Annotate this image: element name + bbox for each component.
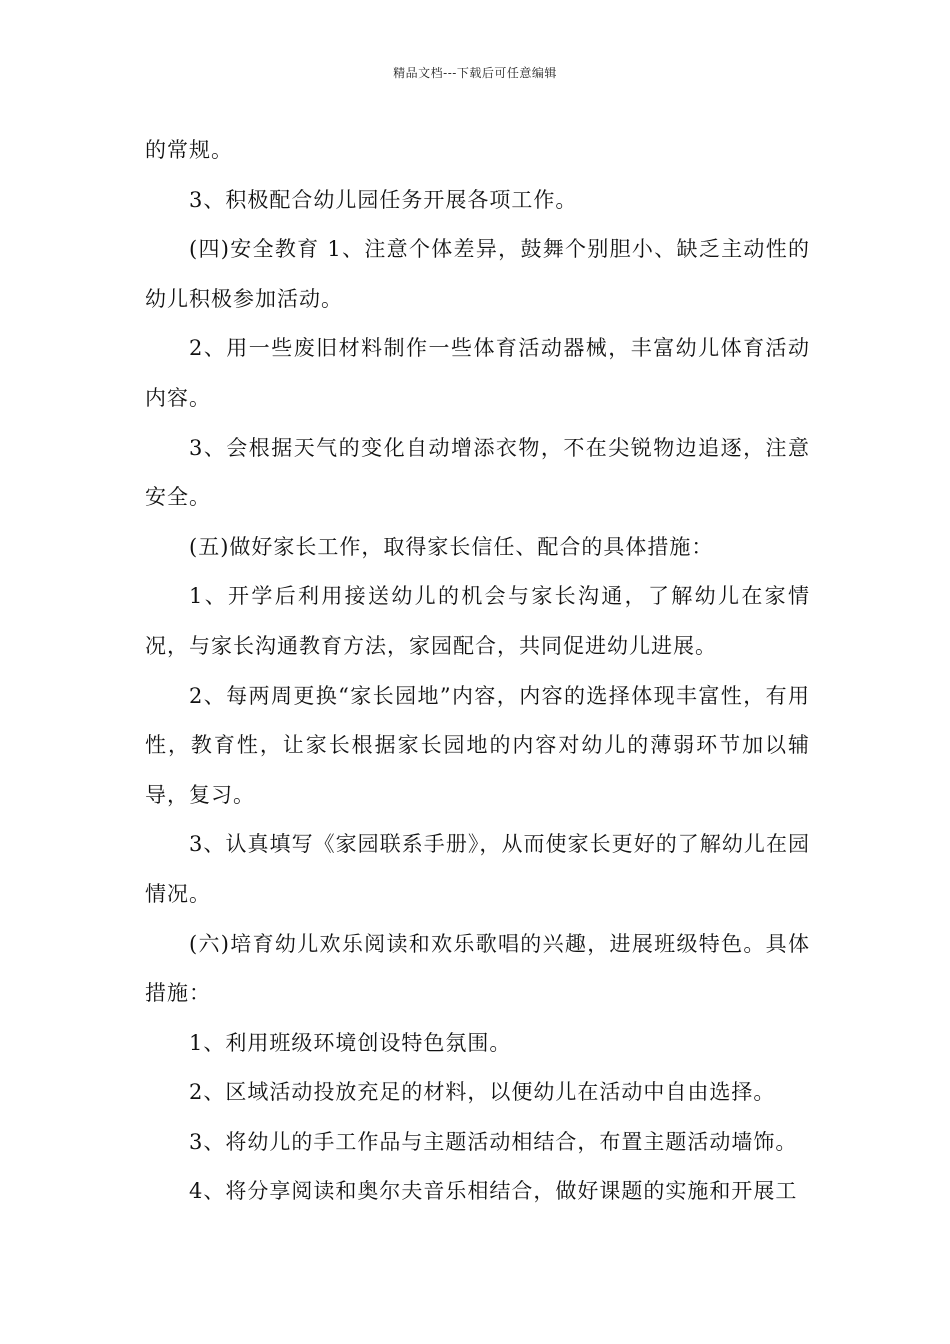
paragraph-item: 3、认真填写《家园联系手册》，从而使家长更好的了解幼儿在园情况。 <box>145 832 810 906</box>
paragraph-item: 2、区域活动投放充足的材料，以便幼儿在活动中自由选择。 <box>189 1080 776 1105</box>
paragraph-item: 3、会根据天气的变化自动增添衣物，不在尖锐物边追逐，注意安全。 <box>145 435 810 510</box>
paragraph-item: 3、积极配合幼儿园任务开展各项工作。 <box>189 187 578 212</box>
paragraph-item: 4、将分享阅读和奥尔夫音乐相结合，做好课题的实施和开展工 <box>189 1179 798 1204</box>
paragraph-section-heading: (六)培育幼儿欢乐阅读和欢乐歌唱的兴趣，进展班级特色。具体措施： <box>145 931 810 1006</box>
paragraph-section-heading: (四)安全教育 1、注意个体差异，鼓舞个别胆小、缺乏主动性的幼儿积极参加活动。 <box>145 237 810 311</box>
paragraph-item: 1、利用班级环境创设特色氛围。 <box>189 1030 512 1055</box>
paragraph-section-heading: (五)做好家长工作，取得家长信任、配合的具体措施： <box>189 534 714 559</box>
document-body <box>145 126 810 1217</box>
paragraph-item: 2、每两周更换“家长园地”内容，内容的选择体现丰富性，有用性，教育性，让家长根据家长园地的内容对幼儿的薄弱环节加以辅导，复习。 <box>145 683 810 807</box>
page-header: 精品文档---下载后可任意编辑 <box>393 66 557 80</box>
paragraph-item: 1、开学后利用接送幼儿的机会与家长沟通，了解幼儿在家情况，与家长沟通教育方法，家园配合，共同促进幼儿进展。 <box>145 584 810 658</box>
paragraph-continuation: 的常规。 <box>145 138 233 162</box>
paragraph-item: 3、将幼儿的手工作品与主题活动相结合，布置主题活动墙饰。 <box>189 1129 798 1154</box>
paragraph-item: 2、用一些废旧材料制作一些体育活动器械，丰富幼儿体育活动内容。 <box>145 336 810 410</box>
